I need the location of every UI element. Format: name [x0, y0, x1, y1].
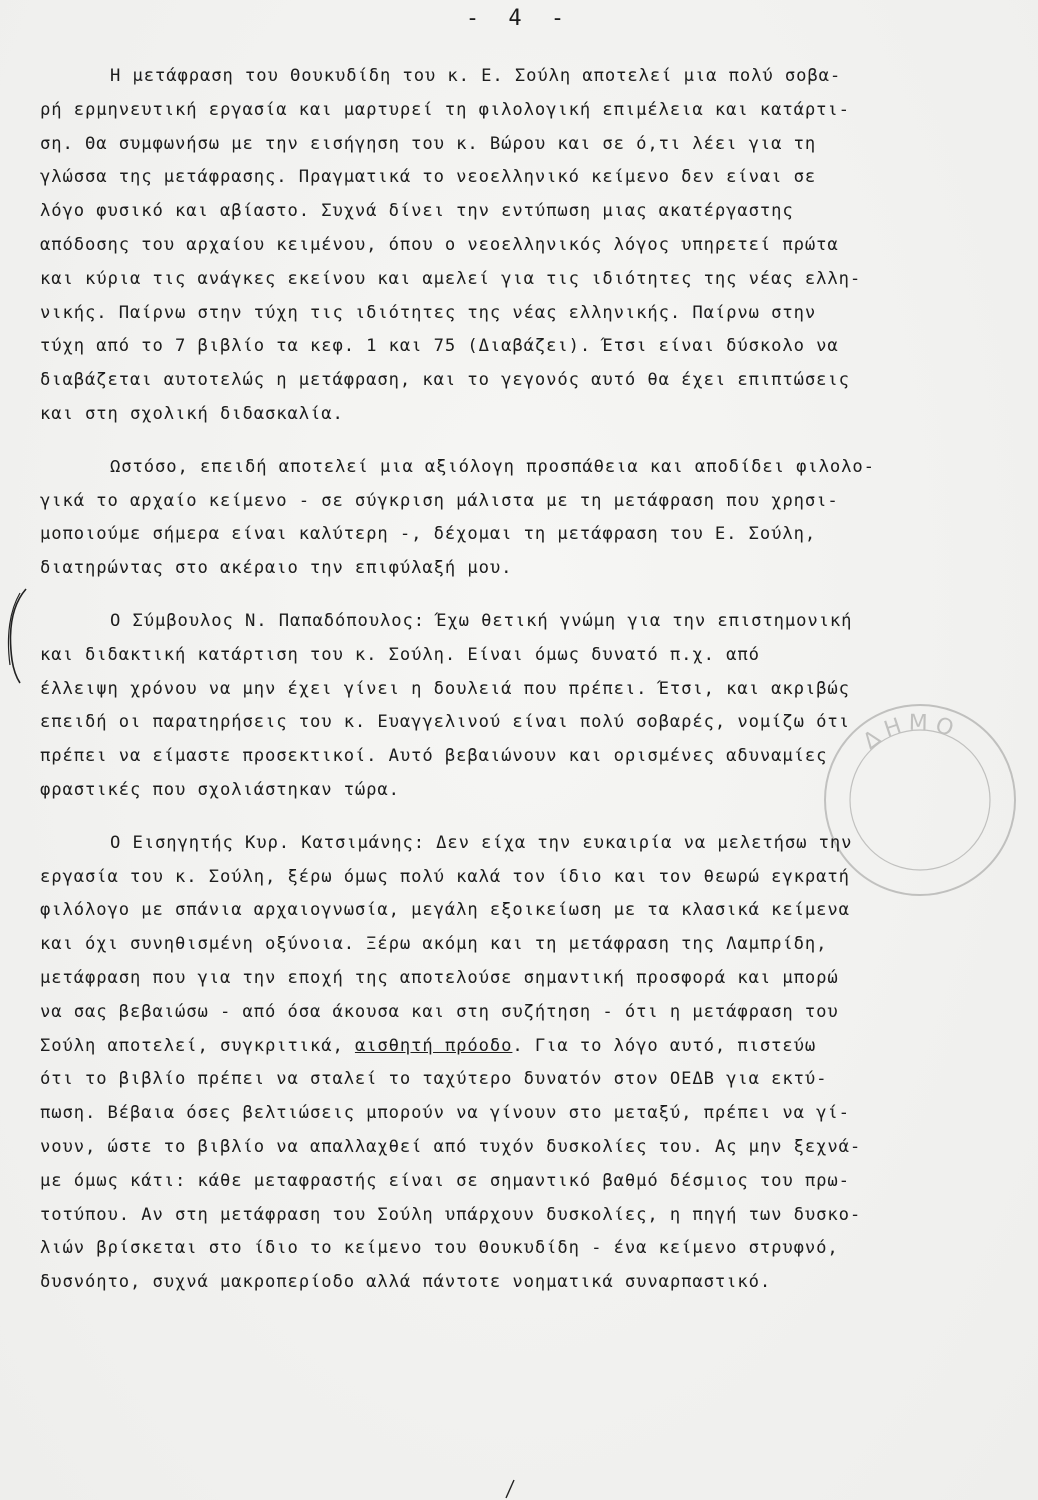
text-line: με όμως κάτι: κάθε μεταφραστής είναι σε σημαντικό βαθμό δέσμιος του πρω-	[40, 1170, 850, 1191]
text-line: γικά το αρχαίο κείμενο - σε σύγκριση μάλιστα με τη μετάφραση που χρησι-	[40, 490, 839, 511]
text-line: τύχη από το 7 βιβλίο τα κεφ. 1 και 75 (Διαβάζει). Έτσι είναι δύσκολο να	[40, 336, 839, 357]
text-line: πρέπει να είμαστε προσεκτικοί. Αυτό βεβαιώνουν και ορισμένες αδυναμίες	[40, 746, 828, 767]
text-line: λιών βρίσκεται στο ίδιο το κείμενο του Θουκυδίδη - ένα κείμενο στρυφνό,	[40, 1238, 839, 1259]
text-line: γλώσσα της μετάφρασης. Πραγματικά το νεοελληνικό κείμενο δεν είναι σε	[40, 167, 817, 188]
text-line: ση. Θα συμφωνήσω με την εισήγηση του κ. Βώρου και σε ό,τι λέει για τη	[40, 133, 817, 154]
text-line: και διδακτική κατάρτιση του κ. Σούλη. Είναι όμως δυνατό π.χ. από	[40, 644, 760, 665]
text-line: να σας βεβαιώσω - από όσα άκουσα και στη συζήτηση - ότι η μετάφραση του	[40, 1001, 839, 1022]
text-line: νικής. Παίρνω στην τύχη τις ιδιότητες της νέας ελληνικής. Παίρνω στην	[40, 302, 817, 323]
text-line: και όχι συνηθισμένη οξύνοια. Ξέρω ακόμη και τη μετάφραση της Λαμπρίδη,	[40, 934, 828, 955]
text-line: μοποιούμε σήμερα είναι καλύτερη -, δέχομαι τη μετάφραση του Ε. Σούλη,	[40, 524, 817, 545]
text-line: απόδοσης του αρχαίου κειμένου, όπου ο νεοελληνικός λόγος υπηρετεί πρώτα	[40, 234, 839, 255]
text-line: επειδή οι παρατηρήσεις του κ. Ευαγγελινού είναι πολύ σοβαρές, νομίζω ότι	[40, 712, 850, 733]
document-body	[40, 60, 1030, 1300]
underlined-phrase: αισθητή πρόοδο	[354, 1035, 513, 1056]
paragraph-gap	[40, 432, 1030, 451]
text-line: φιλόλογο με σπάνια αρχαιογνωσία, μεγάλη εξοικείωση με τα κλασικά κείμενα	[40, 900, 850, 921]
text-line: νουν, ώστε το βιβλίο να απαλλαχθεί από τυχόν δυσκολίες του. Ας μην ξεχνά-	[40, 1136, 862, 1157]
text-line: Ο Σύμβουλος Ν. Παπαδόπουλος: Έχω θετική γνώμη για την επιστημονική	[110, 610, 853, 631]
text-line: και κύρια τις ανάγκες εκείνου και αμελεί για τις ιδιότητες της νέας ελλη-	[40, 268, 862, 289]
margin-bracket-mark	[2, 585, 32, 685]
text-line: έλλειψη χρόνου να μην έχει γίνει η δουλειά που πρέπει. Έτσι, και ακριβώς	[40, 678, 850, 699]
text-line: δυσνόητο, συχνά μακροπερίοδο αλλά πάντοτε νοηματικά συναρπαστικό.	[40, 1272, 772, 1293]
text-line: εργασία του κ. Σούλη, ξέρω όμως πολύ καλά τον ίδιο και τον θεωρώ εγκρατή	[40, 866, 850, 887]
text-line: Η μετάφραση του Θουκυδίδη του κ. Ε. Σούλη αποτελεί μια πολύ σοβα-	[110, 66, 842, 86]
text-line: μετάφραση που για την εποχή της αποτελούσε σημαντική προσφορά και μπορώ	[40, 967, 839, 988]
text-line: λόγο φυσικό και αβίαστο. Συχνά δίνει την εντύπωση μιας ακατέργαστης	[40, 201, 794, 222]
stamp-text: ΔΗΜΟ	[858, 710, 963, 755]
text-line: πωση. Βέβαια όσες βελτιώσεις μπορούν να γίνουν στο μεταξύ, πρέπει να γί-	[40, 1103, 850, 1124]
paragraph-gap	[40, 586, 1030, 605]
text-line: Σούλη αποτελεί, συγκριτικά, αισθητή πρόοδο. Για το λόγο αυτό, πιστεύω	[40, 1035, 817, 1056]
text-line: και στη σχολική διδασκαλία.	[40, 403, 344, 424]
text-line: Ο Εισηγητής Κυρ. Κατσιμάνης: Δεν είχα την ευκαιρία να μελετήσω την	[110, 832, 853, 853]
pen-mark	[500, 1478, 520, 1500]
paragraph-gap	[40, 808, 1030, 827]
text-line: φραστικές που σχολιάστηκαν τώρα.	[40, 779, 400, 800]
text-line: διατηρώντας στο ακέραιο την επιφύλαξή μου.	[40, 558, 513, 579]
page-number: - 4 -	[465, 6, 573, 31]
text-line: Ωστόσο, επειδή αποτελεί μια αξιόλογη προσπάθεια και αποδίδει φιλολο-	[110, 456, 875, 477]
text-line: τοτύπου. Αν στη μετάφραση του Σούλη υπάρχουν δυσκολίες, η πηγή των δυσκο-	[40, 1204, 862, 1225]
text-line: ότι το βιβλίο πρέπει να σταλεί το ταχύτερο δυνατόν στον ΟΕΔΒ για εκτύ-	[40, 1069, 828, 1090]
text-line: διαβάζεται αυτοτελώς η μετάφραση, και το γεγονός αυτό θα έχει επιπτώσεις	[40, 370, 850, 391]
text-line: ρή ερμηνευτική εργασία και μαρτυρεί τη φιλολογική επιμέλεια και κατάρτι-	[40, 99, 850, 120]
